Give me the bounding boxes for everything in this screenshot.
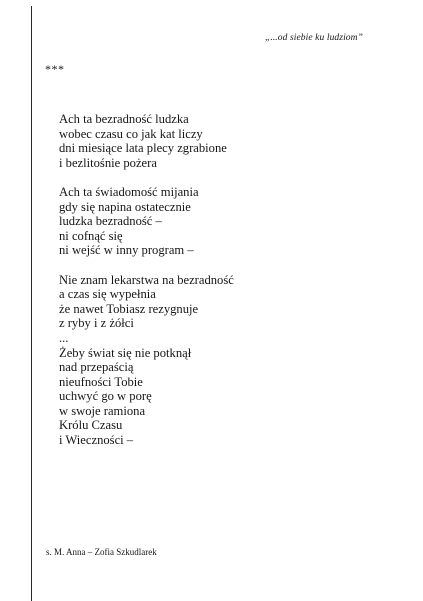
poem-line: uchwyć go w porę	[59, 389, 152, 404]
poem-line: Ach ta świadomość mijania	[59, 184, 199, 199]
page-binding-edge	[31, 6, 32, 601]
stanza	[59, 112, 234, 170]
poem-line: a czas się wypełnia	[59, 287, 156, 302]
section-asterism: ***	[45, 62, 65, 76]
poem-line: ludzka bezradność –	[59, 214, 162, 229]
poem-line: że nawet Tobiasz rezygnuje	[59, 301, 199, 316]
stanza	[59, 273, 234, 448]
poem-line: i bezlitośnie pożera	[59, 155, 157, 170]
poem-line: ni cofnąć się	[59, 228, 123, 243]
poem-line: Ach ta bezradność ludzka	[59, 112, 189, 126]
poem	[59, 112, 234, 462]
poem-line: nieufności Tobie	[59, 374, 143, 389]
poem-line: Nie znam lekarstwa na bezradność	[59, 272, 234, 287]
poem-line: z ryby i z żółci	[59, 316, 134, 331]
poem-line: i Wieczności –	[59, 433, 134, 448]
poem-line: wobec czasu co jak kat liczy	[59, 126, 203, 141]
poem-line: gdy się napina ostatecznie	[59, 199, 191, 214]
poem-line: Żeby świat się nie potknął	[59, 345, 192, 360]
poem-line: Królu Czasu	[59, 418, 123, 433]
poem-line: nad przepaścią	[59, 360, 134, 375]
poem-line: ...	[59, 330, 69, 345]
poem-line: ni wejść w inny program –	[59, 243, 194, 258]
poem-line: w swoje ramiona	[59, 403, 146, 418]
stanza	[59, 185, 234, 258]
running-header: „...od siebie ku ludziom”	[264, 33, 363, 43]
poem-line: dni miesiące lata plecy zgrabione	[59, 141, 227, 156]
author-footer: s. M. Anna – Zofia Szkudlarek	[46, 547, 157, 557]
